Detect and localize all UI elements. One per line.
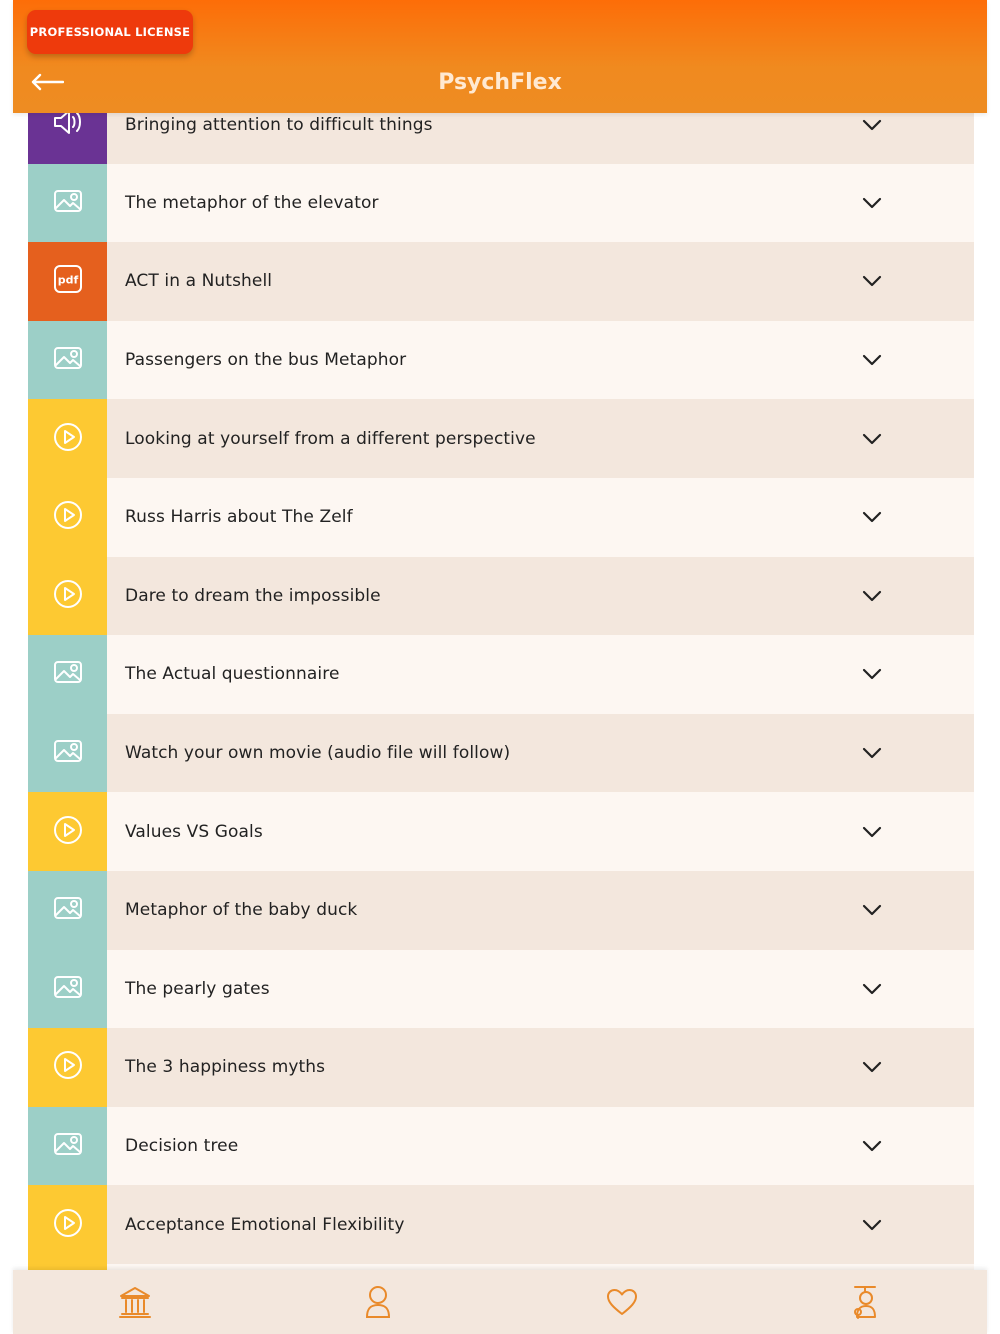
coach-icon <box>850 1284 880 1320</box>
list-item[interactable] <box>28 164 974 243</box>
chevron-down-icon[interactable] <box>862 1217 882 1233</box>
list-item-label: ACT in a Nutshell <box>125 271 273 292</box>
video-type-badge <box>28 399 107 478</box>
bottom-nav <box>13 1270 987 1334</box>
nav-profile[interactable] <box>257 1270 501 1334</box>
play-icon <box>53 422 83 456</box>
page-title: PsychFlex <box>438 70 562 95</box>
app-header <box>13 0 987 113</box>
list-item-label: Acceptance Emotional Flexibility <box>125 1214 405 1235</box>
list-item-label: Decision tree <box>125 1136 239 1157</box>
chevron-down-icon[interactable] <box>862 745 882 761</box>
chevron-down-icon[interactable] <box>862 824 882 840</box>
video-type-badge <box>28 478 107 557</box>
svg-text:pdf: pdf <box>57 273 78 287</box>
play-icon <box>53 579 83 613</box>
chevron-down-icon[interactable] <box>862 1138 882 1154</box>
chevron-down-icon[interactable] <box>862 981 882 997</box>
image-type-badge <box>28 950 107 1029</box>
list-item-label: Looking at yourself from a different perspective <box>125 428 536 449</box>
chevron-down-icon[interactable] <box>862 117 882 133</box>
list-item[interactable] <box>28 714 974 793</box>
video-type-badge <box>28 792 107 871</box>
heart-icon <box>605 1287 639 1317</box>
video-type-badge <box>28 1185 107 1264</box>
chevron-down-icon[interactable] <box>862 902 882 918</box>
profile-icon <box>363 1284 393 1320</box>
list-item[interactable] <box>28 1107 974 1186</box>
speaker-icon <box>52 108 84 140</box>
list-item[interactable] <box>28 321 974 400</box>
video-type-badge <box>28 557 107 636</box>
list-item-label: Metaphor of the baby duck <box>125 900 358 921</box>
play-icon <box>53 500 83 534</box>
chevron-down-icon[interactable] <box>862 195 882 211</box>
list-item-label: The pearly gates <box>125 978 270 999</box>
chevron-down-icon[interactable] <box>862 273 882 289</box>
list-item-label: Dare to dream the impossible <box>125 585 381 606</box>
list-item-label: Values VS Goals <box>125 821 263 842</box>
list-item[interactable] <box>28 557 974 636</box>
image-type-badge <box>28 321 107 400</box>
nav-library[interactable] <box>13 1270 257 1334</box>
list-item[interactable] <box>28 635 974 714</box>
list-item-label: The metaphor of the elevator <box>125 192 379 213</box>
image-icon <box>53 896 83 924</box>
image-type-badge <box>28 871 107 950</box>
video-type-badge <box>28 1028 107 1107</box>
image-icon <box>53 975 83 1003</box>
image-icon <box>53 346 83 374</box>
list-item[interactable] <box>28 871 974 950</box>
chevron-down-icon[interactable] <box>862 509 882 525</box>
license-badge: PROFESSIONAL LICENSE <box>27 10 193 54</box>
list-item-label: Watch your own movie (audio file will follow) <box>125 743 511 764</box>
image-type-badge <box>28 164 107 243</box>
chevron-down-icon[interactable] <box>862 352 882 368</box>
list-item[interactable] <box>28 1185 974 1264</box>
chevron-down-icon[interactable] <box>862 588 882 604</box>
pdf-type-badge <box>28 242 107 321</box>
chevron-down-icon[interactable] <box>862 666 882 682</box>
list-item[interactable] <box>28 950 974 1029</box>
play-icon <box>53 815 83 849</box>
play-icon <box>53 1050 83 1084</box>
list-item[interactable] <box>28 1028 974 1107</box>
library-icon <box>118 1285 152 1319</box>
list-item-label: The Actual questionnaire <box>125 664 340 685</box>
list-item-label: Russ Harris about The Zelf <box>125 507 353 528</box>
list-item[interactable] <box>28 242 974 321</box>
image-type-badge <box>28 714 107 793</box>
pdf-icon <box>53 264 83 298</box>
list-item[interactable] <box>28 792 974 871</box>
content-list <box>28 85 974 1334</box>
image-icon <box>53 660 83 688</box>
image-type-badge <box>28 1107 107 1186</box>
nav-coach[interactable] <box>744 1270 988 1334</box>
chevron-down-icon[interactable] <box>862 431 882 447</box>
image-icon <box>53 1132 83 1160</box>
image-icon <box>53 739 83 767</box>
list-item-label: Bringing attention to difficult things <box>125 115 433 136</box>
chevron-down-icon[interactable] <box>862 1059 882 1075</box>
play-icon <box>53 1208 83 1242</box>
list-item-label: Passengers on the bus Metaphor <box>125 350 407 371</box>
image-icon <box>53 189 83 217</box>
list-item[interactable] <box>28 478 974 557</box>
nav-favorites[interactable] <box>500 1270 744 1334</box>
list-item[interactable] <box>28 399 974 478</box>
image-type-badge <box>28 635 107 714</box>
list-item-label: The 3 happiness myths <box>125 1057 326 1078</box>
